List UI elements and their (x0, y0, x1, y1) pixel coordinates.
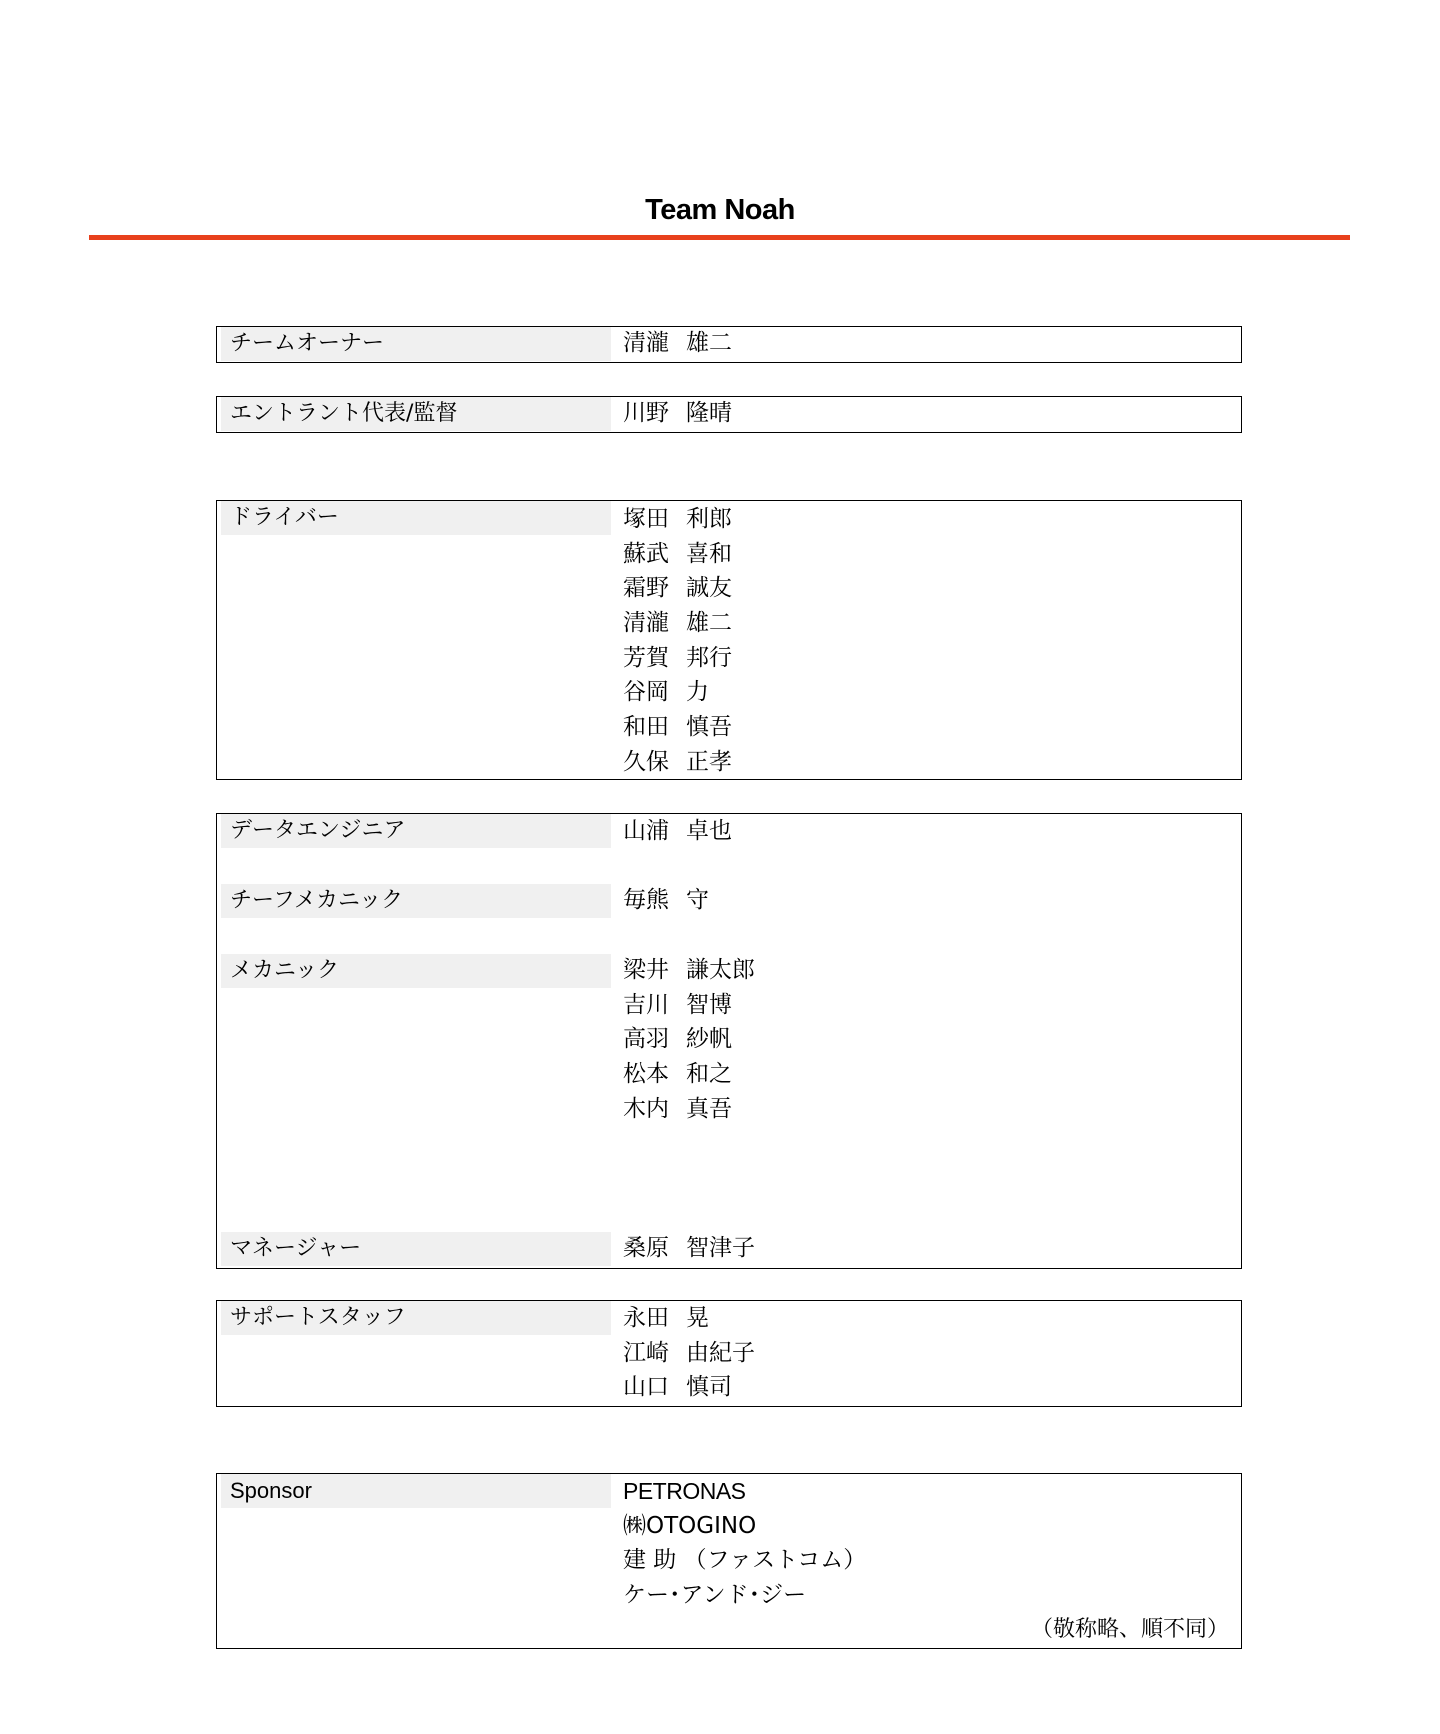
family-name: 芳賀 (623, 644, 669, 671)
sponsor-item: ㈱OTOGINO (623, 1512, 757, 1539)
person-name (623, 606, 732, 641)
given-name: 誠友 (686, 575, 732, 602)
family-name: 和田 (623, 714, 669, 741)
entrant-label: エントラント代表/監督 (221, 397, 611, 431)
page-title: Team Noah (645, 194, 795, 226)
chief-mechanic-label: チーフメカニック (221, 884, 611, 918)
sponsor-section (216, 1473, 1242, 1649)
owner-names (623, 326, 732, 361)
mechanics-label: メカニック (221, 954, 611, 988)
owner-label: チームオーナー (221, 327, 611, 361)
given-name: 隆晴 (686, 400, 732, 426)
drivers-label: ドライバー (221, 501, 611, 535)
person-name (623, 1092, 755, 1127)
family-name: 高羽 (623, 1026, 669, 1053)
person-name (623, 1231, 755, 1266)
person-name (623, 641, 732, 676)
person-name (623, 1057, 755, 1092)
chief-mechanic-names (623, 883, 709, 918)
mechanics-names (623, 953, 755, 1126)
family-name: 毎熊 (623, 887, 669, 913)
person-name (623, 883, 709, 918)
drivers-names (623, 502, 732, 780)
person-name (623, 326, 732, 361)
person-name (623, 571, 732, 606)
manager-names (623, 1231, 755, 1266)
sponsor-item: 建 助 （ファストコム） (623, 1547, 867, 1574)
family-name: 桑原 (623, 1235, 669, 1261)
person-name (623, 710, 732, 745)
engineering-section (216, 813, 1242, 1269)
given-name: 晃 (686, 1305, 709, 1331)
sponsor-label: Sponsor (221, 1474, 611, 1508)
given-name: 喜和 (686, 540, 732, 567)
given-name: 智博 (686, 991, 732, 1018)
given-name: 雄二 (686, 330, 732, 356)
given-name: 雄二 (686, 610, 732, 637)
given-name: 邦行 (686, 644, 732, 671)
entrant-names (623, 396, 732, 431)
person-name (623, 396, 732, 431)
person-name (623, 988, 755, 1023)
given-name: 守 (686, 887, 709, 913)
family-name: 塚田 (623, 506, 669, 532)
person-name (623, 675, 732, 710)
person-name (623, 1301, 755, 1336)
given-name: 正孝 (686, 748, 732, 775)
person-name (623, 1370, 755, 1405)
given-name: 紗帆 (686, 1026, 732, 1053)
given-name: 謙太郎 (686, 957, 755, 983)
given-name: 利郎 (686, 506, 732, 532)
support-label: サポートスタッフ (221, 1301, 611, 1335)
family-name: 清瀧 (623, 610, 669, 637)
family-name: 霜野 (623, 575, 669, 602)
given-name: 卓也 (686, 818, 732, 844)
given-name: 智津子 (686, 1235, 755, 1261)
data-engineer-names (623, 814, 732, 849)
family-name: 川野 (623, 400, 669, 426)
family-name: 木内 (623, 1095, 669, 1122)
owner-section (216, 326, 1242, 363)
given-name: 慎吾 (686, 714, 732, 741)
family-name: 江崎 (623, 1339, 669, 1366)
sponsor-list (623, 1474, 866, 1613)
person-name (623, 745, 732, 780)
family-name: 永田 (623, 1305, 669, 1331)
person-name (623, 502, 732, 537)
honorifics-note: （敬称略、順不同） (1030, 1617, 1229, 1642)
person-name (623, 814, 732, 849)
given-name: 和之 (686, 1061, 732, 1088)
person-name (623, 1336, 755, 1371)
family-name: 谷岡 (623, 679, 669, 706)
support-names (623, 1301, 755, 1405)
title-underline (89, 235, 1350, 240)
family-name: 山口 (623, 1374, 669, 1401)
family-name: 清瀧 (623, 330, 669, 356)
sponsor-item: ケー･アンド･ジー (623, 1582, 807, 1609)
support-section (216, 1300, 1242, 1407)
family-name: 吉川 (623, 991, 669, 1018)
given-name: 力 (686, 679, 709, 706)
given-name: 慎司 (686, 1374, 732, 1401)
person-name (623, 1022, 755, 1057)
sponsor-item: PETRONAS (623, 1478, 746, 1504)
family-name: 久保 (623, 748, 669, 775)
given-name: 由紀子 (686, 1339, 755, 1366)
person-name (623, 953, 755, 988)
family-name: 蘇武 (623, 540, 669, 567)
drivers-section (216, 500, 1242, 780)
person-name (623, 537, 732, 572)
given-name: 真吾 (686, 1095, 732, 1122)
family-name: 松本 (623, 1061, 669, 1088)
entrant-section (216, 396, 1242, 433)
family-name: 山浦 (623, 818, 669, 844)
family-name: 梁井 (623, 957, 669, 983)
manager-label: マネージャー (221, 1232, 611, 1266)
data-engineer-label: データエンジニア (221, 814, 611, 848)
